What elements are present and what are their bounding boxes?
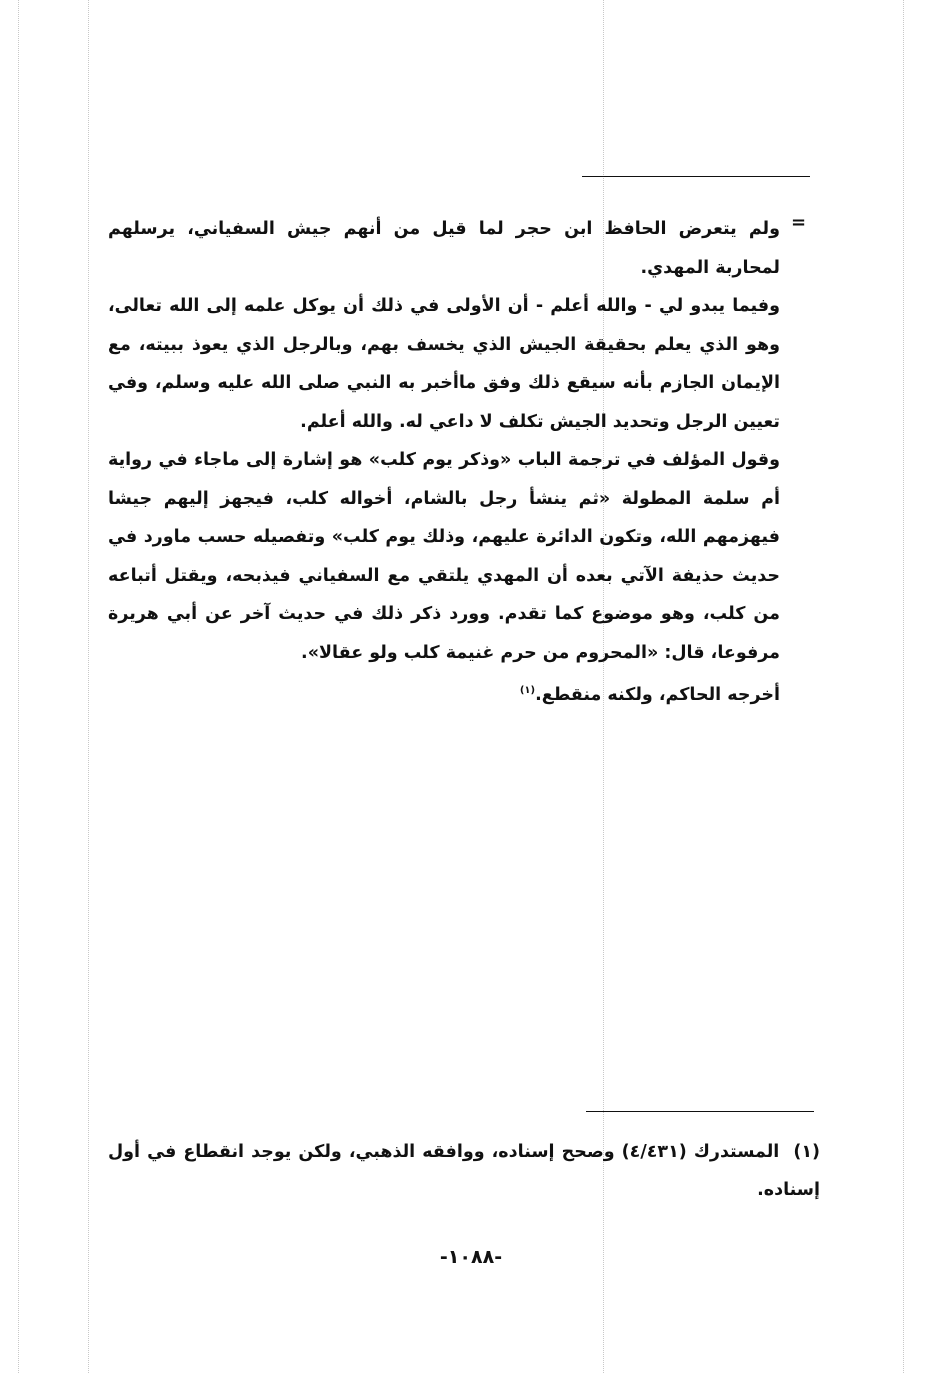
header-separator-rule xyxy=(582,176,810,177)
footnote-reference: (١) xyxy=(519,685,536,696)
footnote-number: (١) xyxy=(793,1142,820,1162)
footnote-separator-rule xyxy=(586,1111,814,1112)
scan-artifact-line xyxy=(18,0,19,1373)
footnote-text: المستدرك (٤/٤٣١) وصحح إسناده، ووافقه الذهبي، ولكن يوجد انقطاع في أول إسناده. xyxy=(108,1142,820,1200)
scan-artifact-line xyxy=(88,0,89,1373)
paragraph-3: وقول المؤلف في ترجمة الباب «وذكر يوم كلب» هو إشارة إلى ماجاء في رواية أم سلمة المطولة «ثم ينشأ رجل بالشام، أخواله كلب، فيجهز إليهم جيشا فيهزمهم الله، وتكون الدائرة عليهم، وذلك يوم كلب» وتفصيله حسب ماورد في حديث حذيفة الآتي بعده أن المهدي يلتقي مع السفياني فيذبحه، ويقتل أتباعه من كلب، وهو موضوع كما تقدم. وورد ذكر ذلك في حديث آخر عن أبي هريرة مرفوعا، قال: «المحروم من حرم غنيمة كلب ولو عقالا». xyxy=(108,450,780,663)
paragraph-4 xyxy=(108,672,780,714)
scan-artifact-line xyxy=(903,0,904,1373)
paragraph-1: ولم يتعرض الحافظ ابن حجر لما قيل من أنهم جيش السفياني، يرسلهم لمحاربة المهدي. xyxy=(108,219,780,278)
paragraph-4-text: أخرجه الحاكم، ولكنه منقطع. xyxy=(535,684,780,705)
footnote xyxy=(108,1133,820,1209)
continuation-mark: = xyxy=(791,212,807,233)
paragraph-2: وفيما يبدو لي - والله أعلم - أن الأولى في ذلك أن يوكل علمه إلى الله تعالى، وهو الذي يعلم بحقيقة الجيش الذي يخسف بهم، وبالرجل الذي يعوذ ببيته، مع الإيمان الجازم بأنه سيقع ذلك وفق ماأخبر به النبي صلى الله عليه وسلم، وفي تعيين الرجل وتحديد الجيش تكلف لا داعي له. والله أعلم. xyxy=(108,296,780,432)
page-number: -١٠٨٨- xyxy=(439,1246,503,1268)
main-text xyxy=(108,210,780,714)
